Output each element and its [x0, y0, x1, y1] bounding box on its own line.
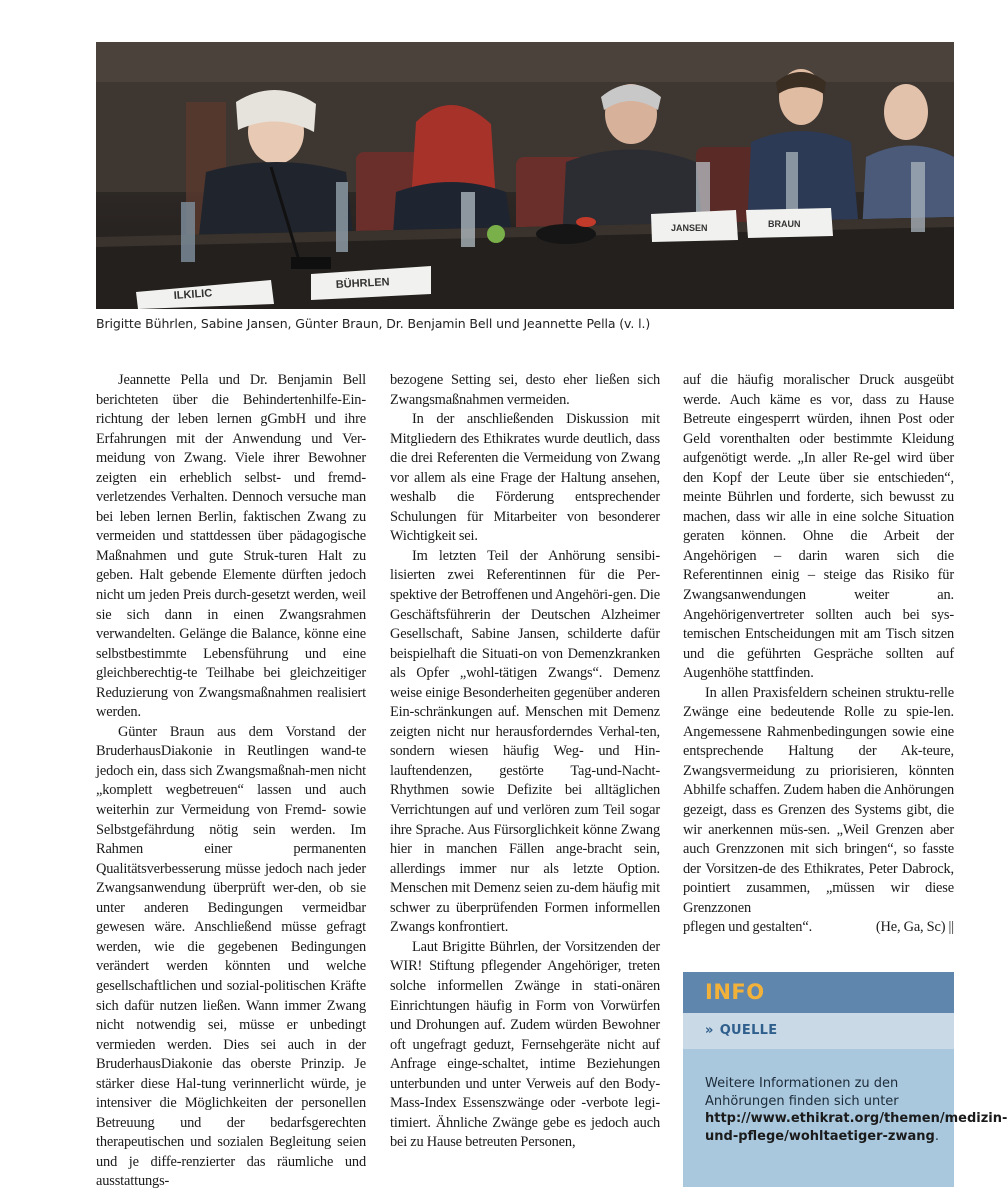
nameplate-buehrlen: BÜHRLEN: [335, 276, 390, 291]
source-heading: QUELLE: [719, 1023, 778, 1038]
closing-line: [683, 918, 954, 938]
paragraph: Jeannette Pella und Dr. Benjamin Bell berichteten über die Behindertenhilfe-Ein-richtung der leben lernen gGmbH und ihre Erfahrungen mit der Anwendung und Ver-meidung von Zwang. Viele ihrer Bewohner zeigten ein erheblich selbst- und fremd-verletzendes Verhalten. Dennoch versuche man bei leben lernen Berlin, faktischen Zwang zu vermeiden und stattdessen über pädagogische Maßnahmen und gute Struk-turen Halt zu geben. Halt gebende Elemente dürften jedoch nicht um jeden Preis durch-gesetzt werden, weil sie sich dann in einen Zwangsrahmen verwandelten. Gelänge die Balance, könne eine selbstbestimmte Lebensführung und eine gleichberechtig-te Teilhabe bei gleichzeitiger Reduzierung von Zwangsmaßnahmen realisiert werden.: [96, 372, 366, 721]
link-period: .: [934, 1128, 939, 1144]
paragraph: bezogene Setting sei, desto eher ließen sich Zwangsmaßnahmen vermeiden.: [390, 372, 660, 408]
text-column-2: [390, 371, 660, 1153]
info-box: [683, 972, 1008, 1187]
text-column-3: [683, 371, 954, 938]
photo-illustration: [96, 42, 954, 309]
text-column-1: [96, 371, 366, 1192]
double-chevron-icon: »: [705, 1023, 714, 1038]
ethikrat-link[interactable]: http://www.ethikrat.org/themen/medizin-und-pflege/wohltaetiger-zwang: [705, 1111, 1008, 1144]
paragraph: auf die häufig moralischer Druck ausgeübt werde. Auch käme es vor, dass zu Hause Betreute eingesperrt würden, ihnen Post oder Geld vorenthalten oder bestimmte Kleidung aufgenötigt werde. „In aller Re-gel wird über den Kopf der Leute über sie entschieden“, meinte Bührlen und forderte, sich bewusst zu machen, dass wir alle in eine solche Situation geraten können. Ohne die Arbeit der Angehörigen – darin waren sich die Referentinnen einig – steige das Risiko für Zwangsanwendungen weiter an. Angehörigenvertreter sollten auch bei sys-temischen Entscheidungen mit am Tisch sitzen und die geführten Gespräche sollten auf Augenhöhe stattfinden.: [683, 372, 954, 682]
info-source-label: [705, 1023, 777, 1038]
info-text: Weitere Informationen zu den Anhörungen finden sich unter: [705, 1076, 899, 1109]
info-header: [683, 972, 954, 1013]
nameplate-jansen: JANSEN: [671, 223, 708, 233]
info-body: [705, 1075, 1008, 1145]
paragraph: Im letzten Teil der Anhörung sensibi-lisierten zwei Referentinnen für die Per-spektive der Betroffenen und Angehöri-gen. Die Geschäftsführerin der Deutschen Alzheimer Gesellschaft, Sabine Jansen, schilderte dafür beispielhaft die Situati-on von Demenzkranken als Opfer „wohl-tätigen Zwangs“. Demenz weise einige Besonderheiten gegenüber anderen Ein-schränkungen auf. Menschen mit Demenz zeigten nicht nur herausforderndes Verhal-ten, sondern wiesen häufig Weg- und Hin-lauftendenzen, gestörte Tag-und-Nacht-Rhythmen sowie Defizite bei alltäglichen Verrichtungen auf und verlören zum Teil sogar ihre Sprache. Aus Fürsorglichkeit könne Zwang hier in manchen Fällen ange-bracht sein, allerdings immer nur als letzte Option. Menschen mit Demenz seien zu-dem häufig mit schwer zu überprüfenden Formen informellen Zwangs konfrontiert.: [390, 547, 660, 936]
closing-text: pflegen und gestalten“.: [683, 919, 813, 936]
nameplate-braun: BRAUN: [768, 219, 801, 229]
paragraph: In allen Praxisfeldern scheinen struktu-relle Zwänge eine bedeutende Rolle zu spie-len. Angemessene Rahmenbedingungen sowie eine entsprechende Haltung der Ak-teure, Zwangsvermeidung zu priorisieren, könnten Abhilfe schaffen. Zudem haben die Anhörungen gezeigt, dass es Grenzen des Systems gibt, die wir anerkennen müs-sen. „Weil Grenzen aber auch Grenzzonen mit sich bringen“, so fasste der Vorsitzen-de des Ethikrates, Peter Dabrock, pointiert zusammen, „müssen wir diese Grenzzonen: [683, 684, 954, 916]
paragraph: Laut Brigitte Bührlen, der Vorsitzenden der WIR! Stiftung pflegender Angehöriger, treten solche informellen Zwänge in stati-onären Einrichtungen häufig in Form von Vorwürfen und Drohungen auf. Zudem würden Bewohner oft ungefragt geduzt, Fernsehgeräte nicht auf Anfrage einge-schaltet, intime Beziehungen unterbunden und unter Verweis auf den Body-Mass-Index Essenszwänge oder -verbote legi-timiert. Ähnliche Zwänge gebe es jedoch auch bei zu Hause betreuten Personen,: [390, 938, 660, 1151]
info-title: INFO: [705, 980, 765, 1004]
paragraph: Günter Braun aus dem Vorstand der BruderhausDiakonie in Reutlingen wand-te jedoch ein, dass sich Zwangsmaßnah-men nicht „komplett wegbetreuen“ lassen und auch weiterhin zur Vermeidung von Fremd- sowie Selbstgefährdung nötig sein werden. Im Rahmen einer permanenten Qualitätsverbesserung müsse jedoch nach jeder Zwangsanwendung überprüft wer-den, ob sie unter anderen Bedingungen vermeidbar gewesen wäre. Anschließend müsse gefragt werden, wie die gegebenen Bedingungen verändert werden könnten und welche gesellschaftlichen und sozial-politischen Kräfte sich dafür nutzen ließen. Wann immer Zwang nicht notwendig sei, müsse er unbedingt vermieden werden. Dies sei auch in der BruderhausDiakonie das oberste Prinzip. Je stärker diese Hal-tung verinnerlicht würde, je intensiver die Möglichkeiten der personellen Betreuung und der bedarfsgerechten therapeutischen und sozialen Begleitung seien und je diffe-renzierter das räumliche und ausstattungs-: [96, 723, 366, 1190]
conference-photo: [96, 42, 954, 309]
author-signature: (He, Ga, Sc) ||: [875, 919, 954, 936]
info-source-bar: [683, 1013, 954, 1049]
photo-caption: Brigitte Bührlen, Sabine Jansen, Günter Braun, Dr. Benjamin Bell und Jeannette Pella (v. l.): [96, 316, 651, 331]
paragraph: In der anschließenden Diskussion mit Mitgliedern des Ethikrates wurde deutlich, dass die drei Referenten die Vermeidung von Zwang vor allem als eine Frage der Haltung ansehen, weshalb die Förderung entsprechender Schulungen für Mitarbeiter von besonderer Wichtigkeit sei.: [390, 411, 660, 545]
nameplate-ilkilic: ILKILIC: [173, 287, 213, 302]
